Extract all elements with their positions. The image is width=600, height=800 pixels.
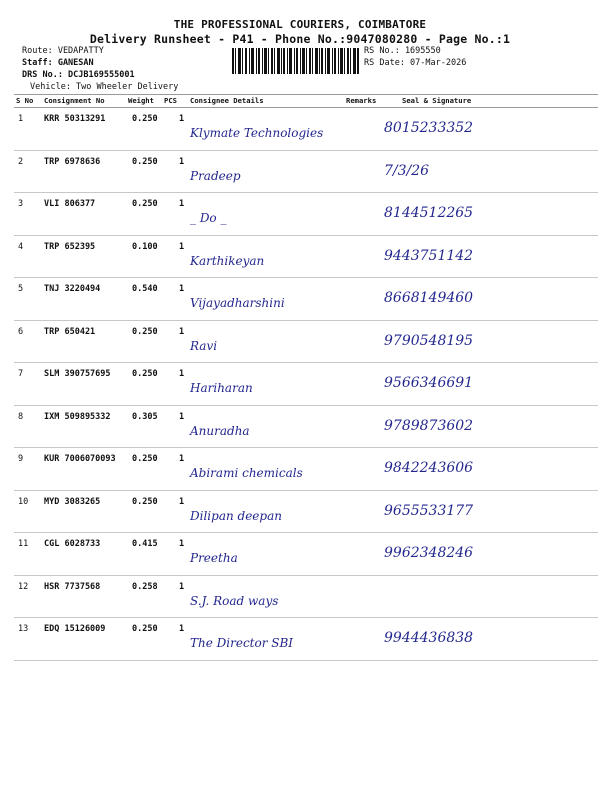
weight-value: 0.250 [132,496,158,507]
company-title: THE PROFESSIONAL COURIERS, COIMBATORE [173,18,427,31]
col-consignment: Consignment No [44,96,105,105]
pcs-value: 1 [179,199,185,209]
row-sno: 7 [18,369,24,379]
weight-value: 0.250 [132,624,158,634]
pcs-value: 1 [179,539,185,549]
signature-handwriting: 9842243606 [384,460,474,476]
table-row [14,491,598,534]
consignment-number: TNJ 3220494 [44,284,101,294]
signature-handwriting: 9789873602 [384,417,474,434]
consignee-handwriting: Anuradha [190,423,250,438]
consignee-handwriting: Dilipan deepan [190,508,282,523]
consignment-number: MYD 3083265 [44,496,101,507]
table-row [14,193,598,236]
table-row [14,108,598,151]
pcs-value: 1 [179,624,185,634]
consignee-handwriting: Pradeep [190,168,241,183]
consignment-number: HSR 7737568 [44,581,101,592]
table-row [14,278,598,321]
pcs-value: 1 [179,241,185,252]
consignment-number: KRR 50313291 [44,114,106,124]
row-sno: 11 [18,539,29,549]
signature-handwriting: 9566346691 [384,375,474,391]
signature-handwriting: 8015233352 [384,120,474,136]
signature-handwriting: 9962348246 [384,545,474,561]
weight-value: 0.250 [132,156,158,167]
col-remarks: Remarks [346,96,377,105]
signature-handwriting: 9944436838 [384,630,474,646]
pcs-value: 1 [179,369,185,379]
signature-handwriting: 9655533177 [384,502,474,519]
signature-handwriting: 9790548195 [384,332,474,349]
rs-number: RS No.: 1695550 [364,46,441,56]
row-sno: 4 [18,241,24,252]
pcs-value: 1 [179,454,185,464]
consignment-number: IXM 509895332 [44,411,111,422]
signature-handwriting: 7/3/26 [384,162,430,179]
weight-value: 0.258 [132,581,158,592]
consignee-handwriting: The Director SBI [190,636,294,650]
table-row [14,236,598,279]
consignee-handwriting: Vijayadharshini [190,296,285,310]
consignee-handwriting: Preetha [190,551,238,565]
consignee-handwriting: Klymate Technologies [190,126,324,140]
table-row [14,576,598,619]
consignee-handwriting: Hariharan [190,381,253,395]
weight-value: 0.540 [132,284,158,294]
row-sno: 8 [18,411,24,422]
weight-value: 0.305 [132,411,158,422]
pcs-value: 1 [179,411,185,422]
runsheet-table [14,94,598,661]
consignee-handwriting: Ravi [190,338,218,353]
pcs-value: 1 [179,581,185,592]
row-sno: 12 [18,581,29,592]
drs-label: DRS No.: DCJB169555001 [22,70,135,80]
row-sno: 5 [18,284,24,294]
col-seal: Seal & Signature [402,96,472,105]
table-row [14,448,598,491]
consignment-number: TRP 650421 [44,326,96,337]
route-label: Route: VEDAPATTY [22,46,104,56]
staff-label: Staff: GANESAN [22,58,94,68]
consignment-number: CGL 6028733 [44,539,101,549]
row-sno: 3 [18,199,24,209]
weight-value: 0.100 [132,241,158,252]
row-sno: 1 [18,114,24,124]
consignment-number: VLI 806377 [44,199,96,209]
pcs-value: 1 [179,156,185,167]
rs-date: RS Date: 07-Mar-2026 [364,58,467,68]
pcs-value: 1 [179,284,185,294]
table-header [14,94,598,108]
row-sno: 10 [18,496,29,507]
weight-value: 0.250 [132,369,158,379]
consignee-handwriting: _ Do _ [190,211,227,225]
runsheet-subtitle: Delivery Runsheet - P41 - Phone No.:9047080280 - Page No.:1 [89,32,511,46]
table-row [14,321,598,364]
table-row [14,406,598,449]
col-sno: S No [16,96,34,105]
row-sno: 2 [18,156,24,167]
consignment-number: EDQ 15126009 [44,624,106,634]
vehicle-label: Vehicle: Two Wheeler Delivery [30,82,179,92]
weight-value: 0.415 [132,539,158,549]
consignment-number: TRP 6978636 [44,156,101,167]
table-row [14,151,598,194]
consignee-handwriting: Karthikeyan [190,253,265,268]
consignee-handwriting: Abirami chemicals [190,466,303,480]
col-weight: Weight [128,96,154,105]
col-pcs: PCS [164,96,177,105]
weight-value: 0.250 [132,114,158,124]
row-sno: 6 [18,326,24,337]
table-row [14,363,598,406]
pcs-value: 1 [179,326,185,337]
barcode-image [232,48,360,74]
weight-value: 0.250 [132,199,158,209]
row-sno: 13 [18,624,29,634]
consignment-number: TRP 652395 [44,241,96,252]
consignment-number: SLM 390757695 [44,369,111,379]
pcs-value: 1 [179,114,185,124]
signature-handwriting: 8144512265 [384,205,474,221]
consignee-handwriting: S.J. Road ways [190,593,279,608]
weight-value: 0.250 [132,454,158,464]
table-row [14,533,598,576]
row-sno: 9 [18,454,24,464]
col-consignee: Consignee Details [190,96,264,105]
signature-handwriting: 8668149460 [384,290,474,306]
table-row [14,618,598,661]
consignment-number: KUR 7006070093 [44,454,116,464]
pcs-value: 1 [179,496,185,507]
weight-value: 0.250 [132,326,158,337]
signature-handwriting: 9443751142 [384,247,474,264]
